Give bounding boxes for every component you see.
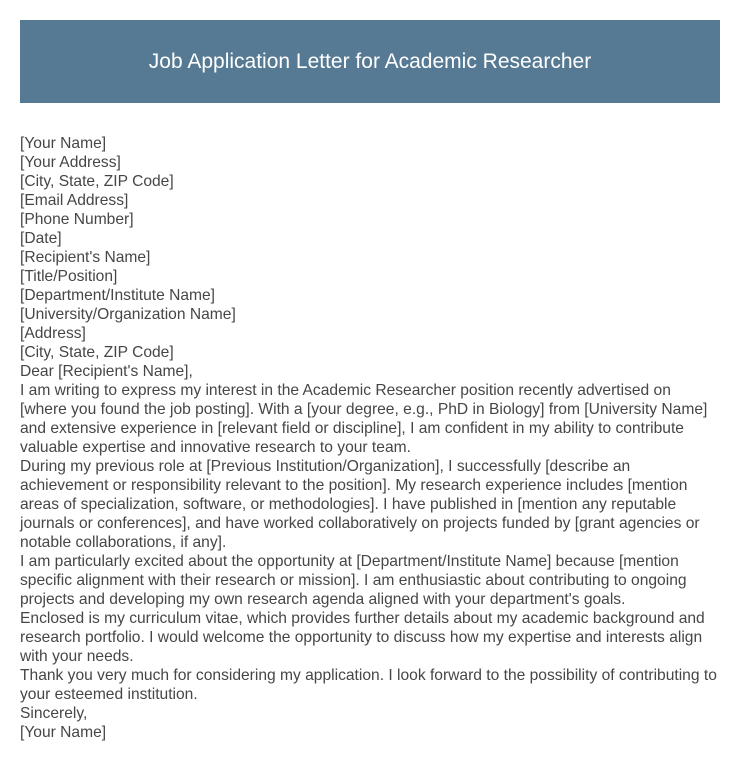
recipient-name: [Recipient's Name] [20, 249, 151, 266]
closing: Sincerely, [20, 705, 88, 722]
page-title: Job Application Letter for Academic Researcher [148, 49, 592, 73]
sender-city-state-zip: [City, State, ZIP Code] [20, 173, 174, 190]
paragraph-experience: During my previous role at [Previous Institution/Organization], I successfully [describe an achievement or responsibility relevant to the position]. My research experience includes [mention areas of specialization, software, or methodologies]. I have published in [mention any reputable journals or conferences], and have worked collaboratively on projects funded by [grant agencies or notable collaborations, if any]. [20, 458, 700, 551]
signature: [Your Name] [20, 724, 107, 741]
letter-date: [Date] [20, 230, 62, 247]
letter-body [20, 134, 722, 742]
sender-name: [Your Name] [20, 135, 107, 152]
recipient-organization: [University/Organization Name] [20, 306, 236, 323]
recipient-city-state-zip: [City, State, ZIP Code] [20, 344, 174, 361]
recipient-department: [Department/Institute Name] [20, 287, 216, 304]
title-banner [20, 20, 720, 103]
sender-block [20, 134, 722, 229]
sender-address: [Your Address] [20, 154, 121, 171]
recipient-block [20, 248, 722, 362]
sender-phone: [Phone Number] [20, 211, 134, 228]
paragraph-motivation: I am particularly excited about the opportunity at [Department/Institute Name] because [mention specific alignment with their research or mission]. I am enthusiastic about contributing to ongoing projects and developing my own research agenda aligned with your department's goals. [20, 553, 687, 608]
recipient-address: [Address] [20, 325, 86, 342]
recipient-title: [Title/Position] [20, 268, 118, 285]
paragraph-enclosure: Enclosed is my curriculum vitae, which provides further details about my academic background and research portfolio. I would welcome the opportunity to discuss how my expertise and interests align with your needs. [20, 610, 705, 665]
salutation: Dear [Recipient's Name], [20, 363, 193, 380]
paragraph-thanks: Thank you very much for considering my application. I look forward to the possibility of contributing to your esteemed institution. [20, 667, 717, 703]
sender-email: [Email Address] [20, 192, 129, 209]
paragraph-intro: I am writing to express my interest in the Academic Researcher position recently advertised on [where you found the job posting]. With a [your degree, e.g., PhD in Biology] from [University Name] and extensive experience in [relevant field or discipline], I am confident in my ability to contribute valuable expertise and innovative research to your team. [20, 382, 708, 456]
